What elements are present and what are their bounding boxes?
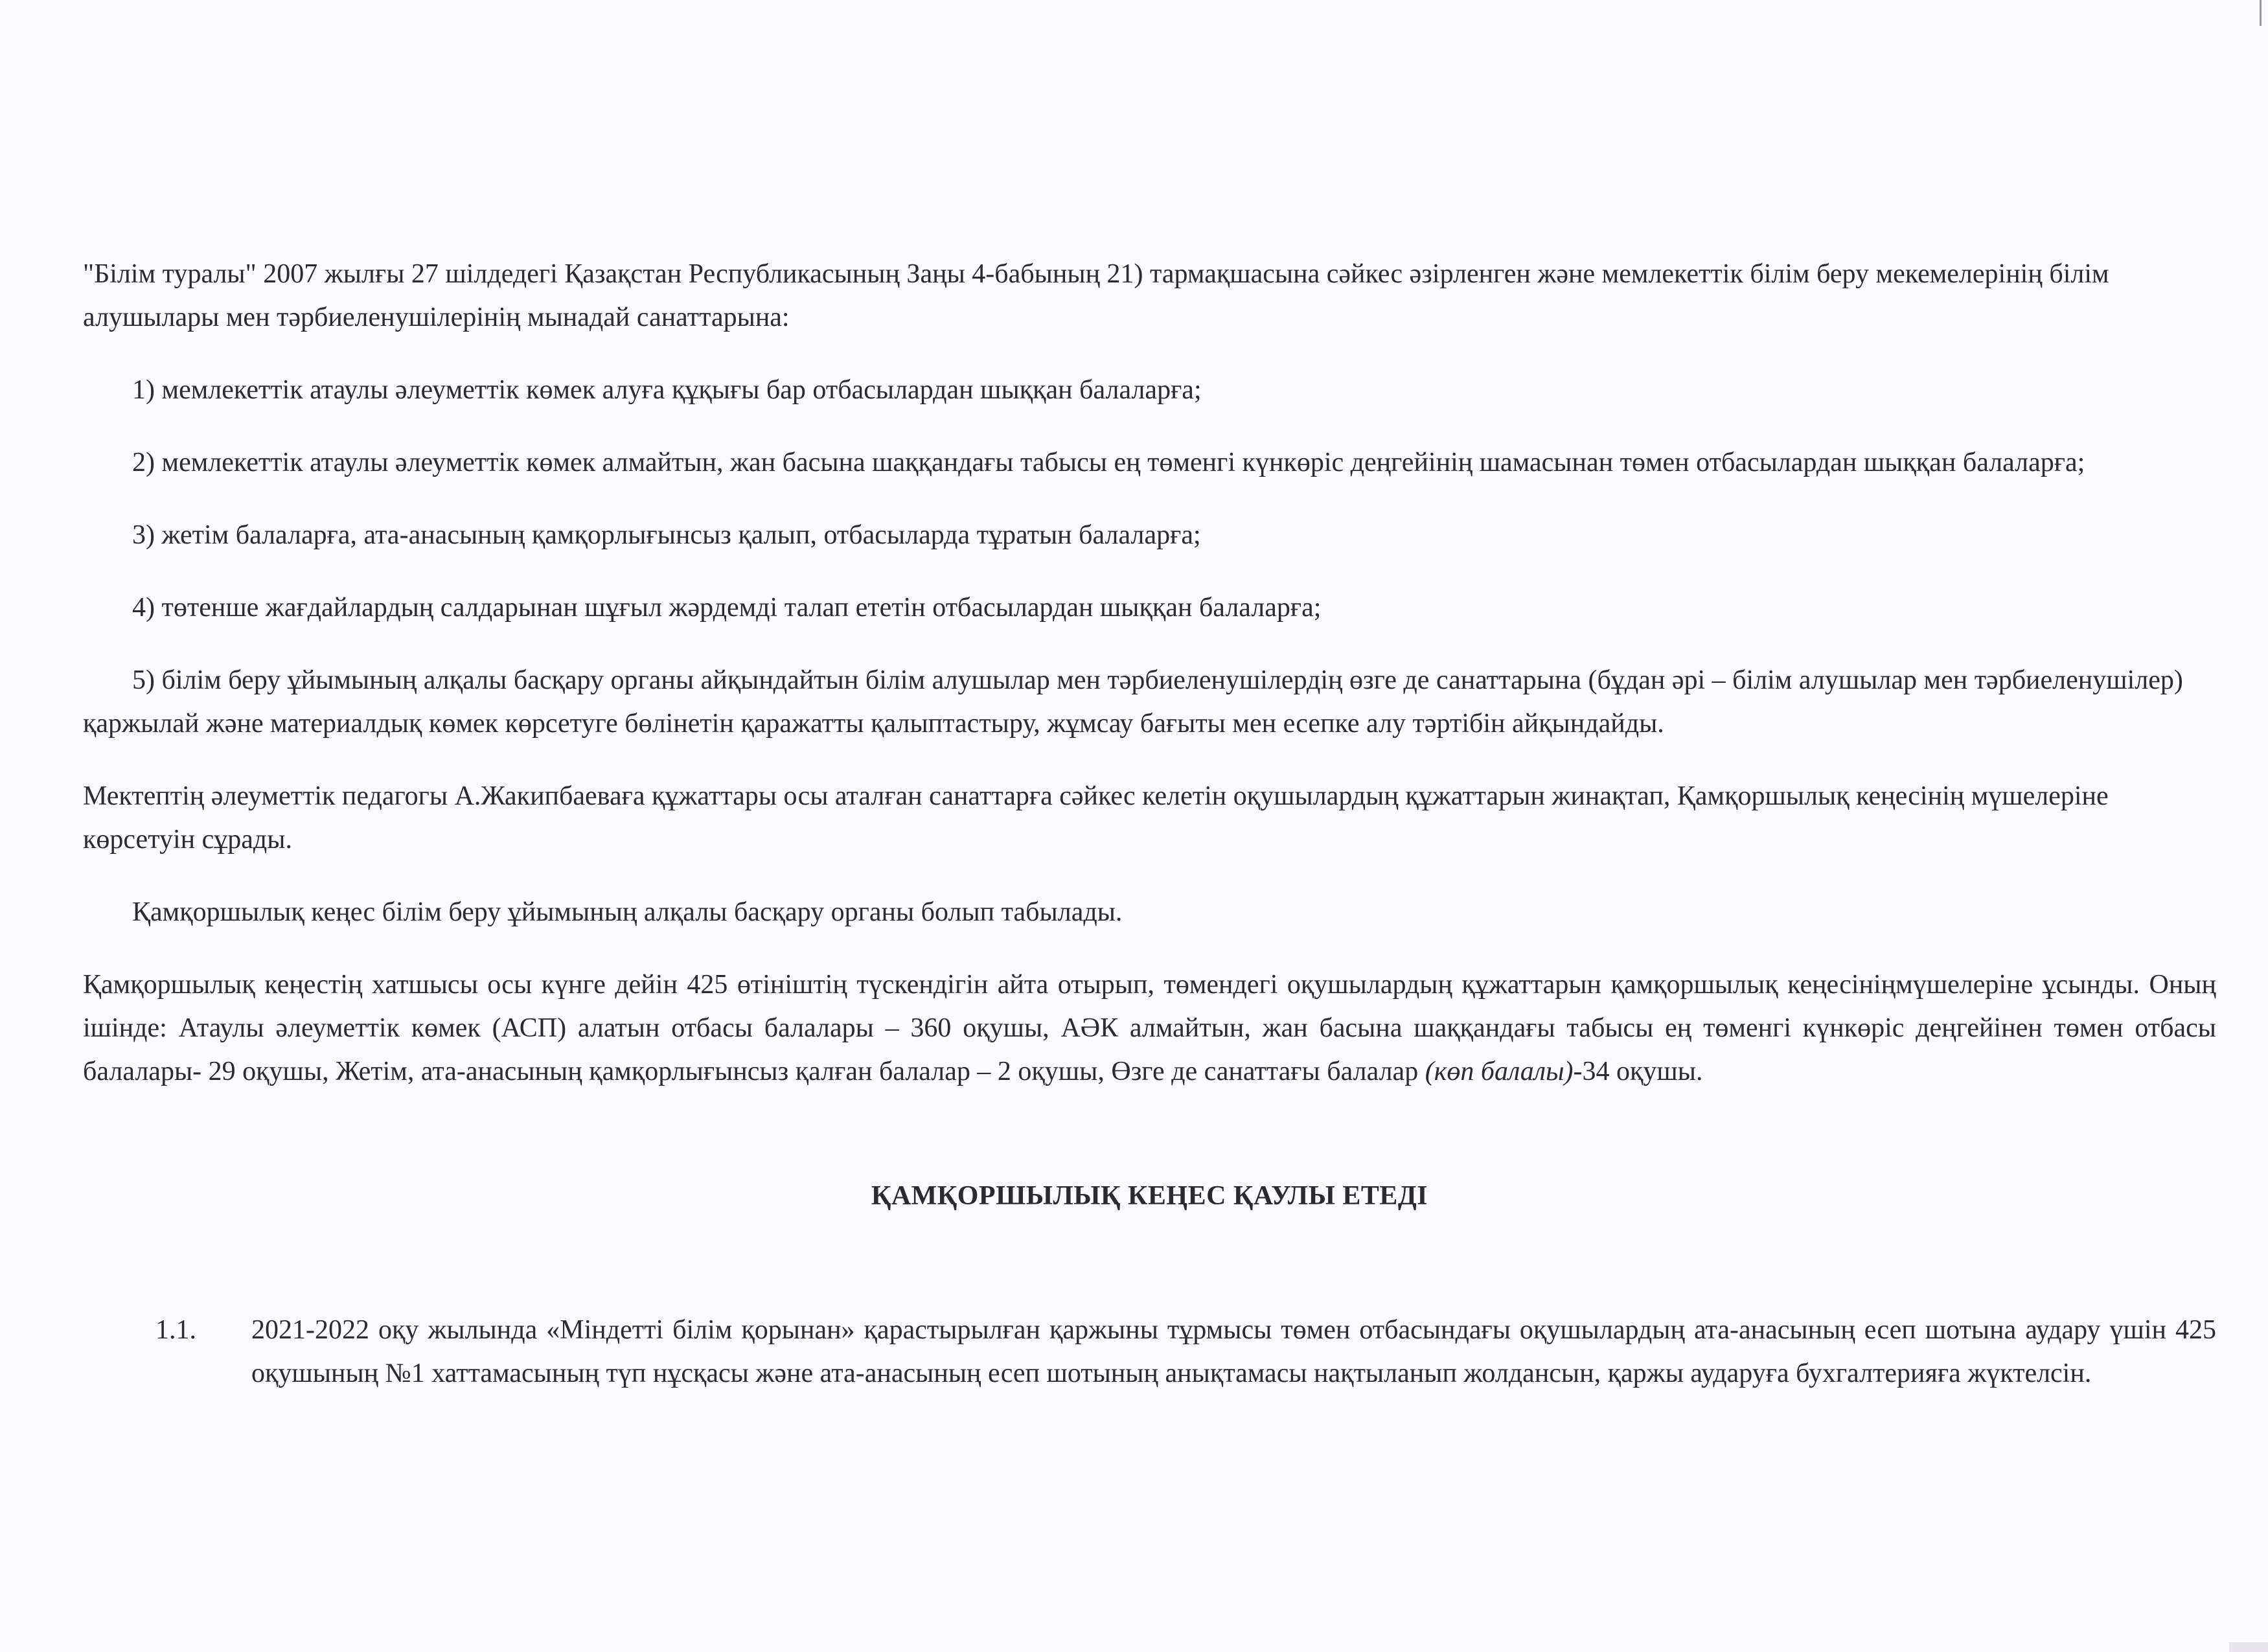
secretary-text: Қамқоршылық кеңестің хатшысы осы күнге дейін 425 өтініштің түскендігін айта отырып, төмендегі оқушылардың құжаттарын қамқоршылық кеңесініңмүшелеріне ұсынды. Оның ішінде: Атаулы әлеуметтік көмек (АСП) алатын отбасы балалары – 360 оқушы, АӘК алмайтын, жан басына шаққандағы табысы ең төменгі күнкөріс деңгейінен төмен отбасы балалары- 29 оқушы, Жетім, ата-анасының қамқорлығынсыз қалған балалар – 2 оқушы, Өзге де санаттағы балалар xyxy=(83,970,2216,1086)
secretary-italic-note: (көп балалы) xyxy=(1425,1057,1574,1086)
resolution-text: 2021-2022 оқу жылында «Міндетті білім қорынан» қарастырылған қаржыны тұрмысы төмен отбасындағы оқушылардың ата-анасының есеп шотына аудару үшін 425 оқушының №1 хаттамасының түп нұсқасы және ата-анасының есеп шотының анықтамасы нақтыланып жолдансын, қаржы аударуға бухгалтерияға жүктелсін. xyxy=(251,1315,2216,1388)
scan-edge-shadow xyxy=(2229,1642,2268,1652)
category-item-2: 2) мемлекеттік атаулы әлеуметтік көмек алмайтын, жан басына шаққандағы табысы ең төменгі күнкөріс деңгейінің шамасынан төмен отбасылардан шыққан балаларға; xyxy=(132,448,2085,477)
category-item-3: 3) жетім балаларға, ата-анасының қамқорлығынсыз қалып, отбасыларда тұратын балаларға; xyxy=(132,520,1201,550)
secretary-text-end: -34 оқушы. xyxy=(1573,1057,1703,1086)
resolution-number: 1.1. xyxy=(155,1315,196,1345)
category-item-1: 1) мемлекеттік атаулы әлеуметтік көмек алуға құқығы бар отбасылардан шыққан балаларға; xyxy=(132,375,1202,405)
resolution-heading: ҚАМҚОРШЫЛЫҚ КЕҢЕС ҚАУЛЫ ЕТЕДІ xyxy=(871,1181,1428,1211)
council-paragraph: Қамқоршылық кеңес білім беру ұйымының алқалы басқару органы болып табылады. xyxy=(132,897,1123,927)
category-item-5: 5) білім беру ұйымының алқалы басқару органы айқындайтын білім алушылар мен тәрбиеленушілердің өзге де санаттарына (бұдан әрі – білім алушылар мен тәрбиеленушілер) қаржылай және материалдық көмек көрсетуге бөлінетін қаражатты қалыптастыру, жұмсау бағыты мен есепке алу тәртібін айқындайды. xyxy=(83,665,2183,739)
secretary-paragraph xyxy=(83,963,2216,1094)
scan-edge-mark xyxy=(2260,0,2262,26)
category-item-4: 4) төтенше жағдайлардың салдарынан шұғыл жәрдемді талап ететін отбасылардан шыққан балаларға; xyxy=(132,593,1322,623)
intro-paragraph: "Білім туралы" 2007 жылғы 27 шілдедегі Қазақстан Республикасының Заңы 4-бабының 21) тармақшасына сәйкес әзірленген және мемлекеттік білім беру мекемелерінің білім алушылары мен тәрбиеленушілерінің мынадай санаттарына: xyxy=(83,259,2109,332)
resolution-item xyxy=(83,1309,2216,1395)
social-pedagogue-paragraph: Мектептің әлеуметтік педагогы А.Жакипбаеваға құжаттары осы аталған санаттарға сәйкес келетін оқушылардың құжаттарын жинақтап, Қамқоршылық кеңесінің мүшелеріне көрсетуін сұрады. xyxy=(83,781,2109,855)
